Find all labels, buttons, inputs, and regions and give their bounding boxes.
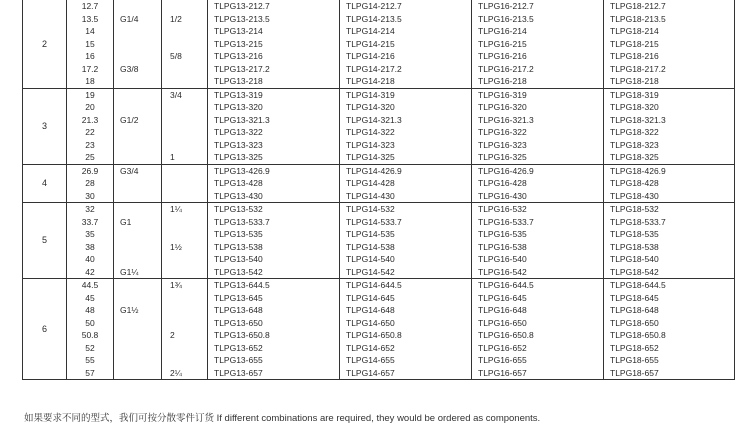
part-number-cell: TLPG13-325 [208,151,340,164]
part-number-cell: TLPG13-657 [208,367,340,380]
inch-size-cell [162,266,208,279]
inch-size-cell [162,292,208,305]
part-number-cell: TLPG14-218 [340,75,472,88]
part-number-cell: TLPG14-212.7 [340,0,472,13]
thread-g-cell [114,279,162,292]
part-number-cell: TLPG18-650.8 [604,329,735,342]
part-number-cell: TLPG14-216 [340,50,472,63]
thread-g-cell: G1/4 [114,13,162,26]
part-number-cell: TLPG13-212.7 [208,0,340,13]
inch-size-cell: 1 [162,151,208,164]
thread-g-cell [114,203,162,216]
thread-g-cell [114,25,162,38]
part-number-cell: TLPG18-650 [604,317,735,330]
inch-size-cell [162,354,208,367]
part-number-cell: TLPG13-535 [208,228,340,241]
table-row [23,164,735,177]
part-number-cell: TLPG13-322 [208,126,340,139]
pipe-size-cell: 20 [67,101,114,114]
part-number-cell: TLPG13-430 [208,190,340,203]
part-number-cell: TLPG14-657 [340,367,472,380]
pipe-size-cell: 17.2 [67,63,114,76]
part-number-cell: TLPG18-644.5 [604,279,735,292]
table-row [23,126,735,139]
part-number-cell: TLPG16-214 [472,25,604,38]
part-number-cell: TLPG18-645 [604,292,735,305]
part-number-cell: TLPG18-426.9 [604,164,735,177]
table-row [23,75,735,88]
part-number-cell: TLPG14-214 [340,25,472,38]
part-number-cell: TLPG14-538 [340,241,472,254]
pipe-size-cell: 16 [67,50,114,63]
inch-size-cell: 2¼ [162,367,208,380]
dn-cell: 5 [23,203,67,279]
inch-size-cell: 1¼ [162,203,208,216]
thread-g-cell [114,38,162,51]
table-row [23,38,735,51]
part-number-cell: TLPG18-325 [604,151,735,164]
thread-g-cell [114,317,162,330]
part-number-cell: TLPG14-535 [340,228,472,241]
part-number-cell: TLPG13-428 [208,177,340,190]
part-number-cell: TLPG14-644.5 [340,279,472,292]
part-number-cell: TLPG14-655 [340,354,472,367]
table-row [23,50,735,63]
pipe-size-cell: 30 [67,190,114,203]
pipe-size-cell: 42 [67,266,114,279]
table-row [23,367,735,380]
part-number-cell: TLPG18-213.5 [604,13,735,26]
part-number-cell: TLPG13-216 [208,50,340,63]
part-number-cell: TLPG14-215 [340,38,472,51]
part-number-cell: TLPG13-540 [208,253,340,266]
thread-g-cell: G3/8 [114,63,162,76]
inch-size-cell [162,75,208,88]
thread-g-cell [114,50,162,63]
part-number-cell: TLPG16-650 [472,317,604,330]
part-number-cell: TLPG18-428 [604,177,735,190]
thread-g-cell [114,354,162,367]
part-number-cell: TLPG18-216 [604,50,735,63]
inch-size-cell [162,139,208,152]
part-number-cell: TLPG13-214 [208,25,340,38]
part-number-cell: TLPG13-215 [208,38,340,51]
part-number-cell: TLPG18-532 [604,203,735,216]
part-number-cell: TLPG18-217.2 [604,63,735,76]
part-number-cell: TLPG18-533.7 [604,216,735,229]
pipe-size-cell: 52 [67,342,114,355]
thread-g-cell [114,177,162,190]
thread-g-cell: G1 [114,216,162,229]
part-number-cell: TLPG14-217.2 [340,63,472,76]
part-number-cell: TLPG18-655 [604,354,735,367]
table-row [23,342,735,355]
table-row [23,203,735,216]
part-number-cell: TLPG14-213.5 [340,13,472,26]
pipe-size-cell: 45 [67,292,114,305]
part-number-cell: TLPG16-532 [472,203,604,216]
part-number-cell: TLPG14-325 [340,151,472,164]
pipe-size-cell: 25 [67,151,114,164]
part-number-cell: TLPG13-644.5 [208,279,340,292]
pipe-size-cell: 23 [67,139,114,152]
table-row [23,266,735,279]
inch-size-cell [162,228,208,241]
part-number-cell: TLPG16-648 [472,304,604,317]
table-row [23,279,735,292]
table-row [23,329,735,342]
part-number-cell: TLPG13-213.5 [208,13,340,26]
pipe-size-cell: 19 [67,88,114,101]
thread-g-cell [114,292,162,305]
part-number-cell: TLPG14-533.7 [340,216,472,229]
pipe-size-cell: 38 [67,241,114,254]
part-number-cell: TLPG13-650.8 [208,329,340,342]
part-number-cell: TLPG13-532 [208,203,340,216]
part-number-cell: TLPG16-217.2 [472,63,604,76]
part-number-cell: TLPG14-532 [340,203,472,216]
pipe-size-cell: 50.8 [67,329,114,342]
inch-size-cell [162,216,208,229]
part-number-cell: TLPG14-650 [340,317,472,330]
pipe-size-cell: 35 [67,228,114,241]
thread-g-cell [114,367,162,380]
part-number-cell: TLPG16-533.7 [472,216,604,229]
part-number-cell: TLPG18-215 [604,38,735,51]
pipe-size-cell: 44.5 [67,279,114,292]
inch-size-cell [162,190,208,203]
inch-size-cell [162,177,208,190]
part-number-cell: TLPG16-323 [472,139,604,152]
part-number-cell: TLPG16-655 [472,354,604,367]
part-number-cell: TLPG18-540 [604,253,735,266]
inch-size-cell [162,0,208,13]
part-number-cell: TLPG14-323 [340,139,472,152]
part-number-cell: TLPG16-645 [472,292,604,305]
part-number-cell: TLPG13-323 [208,139,340,152]
table-row [23,0,735,13]
inch-size-cell [162,304,208,317]
thread-g-cell [114,126,162,139]
part-number-cell: TLPG16-321.3 [472,114,604,127]
table-row [23,177,735,190]
part-number-cell: TLPG14-652 [340,342,472,355]
part-number-cell: TLPG14-540 [340,253,472,266]
pipe-size-cell: 33.7 [67,216,114,229]
part-number-cell: TLPG14-322 [340,126,472,139]
part-number-cell: TLPG16-218 [472,75,604,88]
part-number-cell: TLPG18-214 [604,25,735,38]
inch-size-cell: 3/4 [162,88,208,101]
inch-size-cell [162,126,208,139]
table-row [23,63,735,76]
thread-g-cell [114,139,162,152]
inch-size-cell [162,114,208,127]
table-row [23,190,735,203]
pipe-size-cell: 15 [67,38,114,51]
part-number-cell: TLPG16-213.5 [472,13,604,26]
pipe-size-cell: 14 [67,25,114,38]
inch-size-cell: 1/2 [162,13,208,26]
thread-g-cell: G1¼ [114,266,162,279]
part-number-cell: TLPG16-320 [472,101,604,114]
pipe-size-cell: 28 [67,177,114,190]
thread-g-cell [114,342,162,355]
table-row [23,292,735,305]
part-number-cell: TLPG18-322 [604,126,735,139]
thread-g-cell [114,228,162,241]
part-number-cell: TLPG16-644.5 [472,279,604,292]
part-number-cell: TLPG14-542 [340,266,472,279]
part-number-cell: TLPG18-648 [604,304,735,317]
thread-g-cell [114,75,162,88]
thread-g-cell [114,151,162,164]
fitting-spec-table [22,0,735,380]
thread-g-cell [114,190,162,203]
pipe-size-cell: 55 [67,354,114,367]
part-number-cell: TLPG18-212.7 [604,0,735,13]
thread-g-cell [114,241,162,254]
pipe-size-cell: 21.3 [67,114,114,127]
inch-size-cell [162,253,208,266]
table-row [23,304,735,317]
table-row [23,354,735,367]
part-number-cell: TLPG18-319 [604,88,735,101]
part-number-cell: TLPG13-319 [208,88,340,101]
thread-g-cell: G3/4 [114,164,162,177]
thread-g-cell [114,329,162,342]
part-number-cell: TLPG13-320 [208,101,340,114]
part-number-cell: TLPG14-319 [340,88,472,101]
table-row [23,228,735,241]
part-number-cell: TLPG16-652 [472,342,604,355]
part-number-cell: TLPG13-218 [208,75,340,88]
part-number-cell: TLPG18-218 [604,75,735,88]
part-number-cell: TLPG16-650.8 [472,329,604,342]
part-number-cell: TLPG18-657 [604,367,735,380]
thread-g-cell [114,0,162,13]
part-number-cell: TLPG13-652 [208,342,340,355]
part-number-cell: TLPG16-216 [472,50,604,63]
part-number-cell: TLPG13-645 [208,292,340,305]
part-number-cell: TLPG13-538 [208,241,340,254]
table-row [23,88,735,101]
part-number-cell: TLPG16-430 [472,190,604,203]
part-number-cell: TLPG16-535 [472,228,604,241]
inch-size-cell: 2 [162,329,208,342]
inch-size-cell: 5/8 [162,50,208,63]
part-number-cell: TLPG14-645 [340,292,472,305]
dn-cell: 4 [23,164,67,203]
pipe-size-cell: 18 [67,75,114,88]
thread-g-cell [114,101,162,114]
inch-size-cell [162,38,208,51]
part-number-cell: TLPG16-212.7 [472,0,604,13]
table-row [23,253,735,266]
dn-cell: 2 [23,0,67,88]
part-number-cell: TLPG14-428 [340,177,472,190]
part-number-cell: TLPG16-215 [472,38,604,51]
table-row [23,25,735,38]
dn-cell: 6 [23,279,67,380]
table-row [23,241,735,254]
inch-size-cell [162,63,208,76]
dn-cell: 3 [23,88,67,164]
table-row [23,114,735,127]
table-row [23,101,735,114]
thread-g-cell [114,88,162,101]
part-number-cell: TLPG18-321.3 [604,114,735,127]
inch-size-cell [162,101,208,114]
pipe-size-cell: 22 [67,126,114,139]
table-row [23,139,735,152]
inch-size-cell [162,164,208,177]
table-row [23,317,735,330]
inch-size-cell [162,342,208,355]
part-number-cell: TLPG18-430 [604,190,735,203]
table-row [23,151,735,164]
inch-size-cell: 1½ [162,241,208,254]
part-number-cell: TLPG13-655 [208,354,340,367]
part-number-cell: TLPG13-533.7 [208,216,340,229]
part-number-cell: TLPG16-428 [472,177,604,190]
pipe-size-cell: 13.5 [67,13,114,26]
thread-g-cell: G1½ [114,304,162,317]
part-number-cell: TLPG13-542 [208,266,340,279]
part-number-cell: TLPG18-535 [604,228,735,241]
part-number-cell: TLPG16-538 [472,241,604,254]
part-number-cell: TLPG13-426.9 [208,164,340,177]
part-number-cell: TLPG14-426.9 [340,164,472,177]
part-number-cell: TLPG16-322 [472,126,604,139]
inch-size-cell [162,25,208,38]
part-number-cell: TLPG18-652 [604,342,735,355]
pipe-size-cell: 26.9 [67,164,114,177]
part-number-cell: TLPG13-648 [208,304,340,317]
pipe-size-cell: 50 [67,317,114,330]
footnote: 如果要求不同的型式，我们可按分散零件订货 If different combinations are required, they would be ordered as components. [24,413,541,424]
part-number-cell: TLPG18-538 [604,241,735,254]
part-number-cell: TLPG14-320 [340,101,472,114]
part-number-cell: TLPG14-648 [340,304,472,317]
pipe-size-cell: 40 [67,253,114,266]
table-row [23,13,735,26]
part-number-cell: TLPG14-430 [340,190,472,203]
part-number-cell: TLPG16-540 [472,253,604,266]
part-number-cell: TLPG16-542 [472,266,604,279]
pipe-size-cell: 48 [67,304,114,317]
pipe-size-cell: 57 [67,367,114,380]
part-number-cell: TLPG13-321.3 [208,114,340,127]
thread-g-cell [114,253,162,266]
part-number-cell: TLPG13-217.2 [208,63,340,76]
table-row [23,216,735,229]
part-number-cell: TLPG18-320 [604,101,735,114]
pipe-size-cell: 32 [67,203,114,216]
part-number-cell: TLPG16-426.9 [472,164,604,177]
part-number-cell: TLPG18-542 [604,266,735,279]
pipe-size-cell: 12.7 [67,0,114,13]
thread-g-cell: G1/2 [114,114,162,127]
part-number-cell: TLPG16-319 [472,88,604,101]
part-number-cell: TLPG16-325 [472,151,604,164]
inch-size-cell [162,317,208,330]
part-number-cell: TLPG14-321.3 [340,114,472,127]
part-number-cell: TLPG16-657 [472,367,604,380]
table-body [23,0,735,380]
inch-size-cell: 1¾ [162,279,208,292]
part-number-cell: TLPG14-650.8 [340,329,472,342]
part-number-cell: TLPG13-650 [208,317,340,330]
part-number-cell: TLPG18-323 [604,139,735,152]
